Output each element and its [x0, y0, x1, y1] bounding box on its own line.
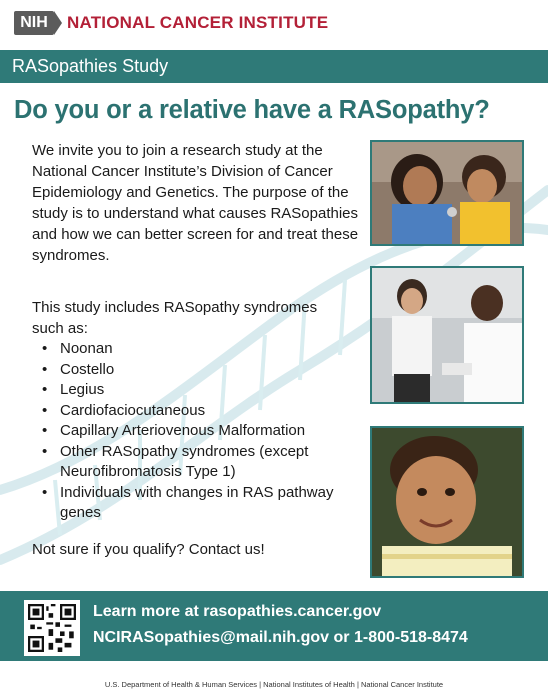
photo-smiling-toddler [370, 426, 524, 578]
list-item: • Individuals with changes in RAS pathway genes [42, 483, 334, 521]
qr-code-icon[interactable] [24, 600, 80, 656]
syndrome-list [40, 339, 360, 524]
intro-paragraph: We invite you to join a research study at the National Cancer Institute’s Division of Cancer Epidemiology and Genetics. The purpose of the study is to understand what causes RASopathies and how we can better screen for and treat these syndromes. [32, 142, 359, 264]
photo-doctor-child [370, 140, 524, 246]
bullet-icon: • [42, 442, 48, 460]
page-headline: Do you or a relative have a RASopathy? [14, 96, 490, 124]
list-item: • Cardiofaciocutaneous [40, 401, 360, 422]
bullet-icon: • [42, 401, 48, 419]
list-item: • Other RASopathy syndromes (except Neurofibromatosis Type 1) [42, 442, 309, 480]
footer-bar [0, 591, 548, 661]
nih-logo-arrow [54, 11, 62, 35]
bullet-icon: • [42, 381, 48, 398]
agency-credits: U.S. Department of Health & Human Services | National Institutes of Health | National Cancer Institute [104, 680, 444, 689]
study-title-bar [0, 50, 548, 83]
list-item: • Capillary Arteriovenous Malformation [40, 421, 360, 442]
study-title: RASopathies Study [12, 56, 169, 76]
bullet-icon: • [42, 483, 48, 501]
bullet-icon: • [42, 422, 48, 439]
learn-more-link[interactable]: Learn more at rasopathies.cancer.gov [93, 603, 382, 620]
institute-name: NATIONAL CANCER INSTITUTE [67, 13, 329, 32]
list-item: • Noonan [40, 339, 360, 360]
list-item: • Costello [40, 360, 360, 381]
contact-prompt: Not sure if you qualify? Contact us! [32, 541, 265, 558]
nih-logo: NIH [14, 11, 54, 35]
bullet-icon: • [42, 360, 48, 378]
header [0, 0, 548, 48]
bullet-icon: • [42, 340, 48, 357]
list-item: • Legius [40, 380, 360, 401]
syndromes-intro: This study includes RASopathy syndromes such as: [32, 299, 318, 337]
contact-email-phone[interactable]: NCIRASopathies@mail.nih.gov or 1-800-518-8474 [93, 629, 468, 646]
photo-patient-doctor [370, 266, 524, 404]
